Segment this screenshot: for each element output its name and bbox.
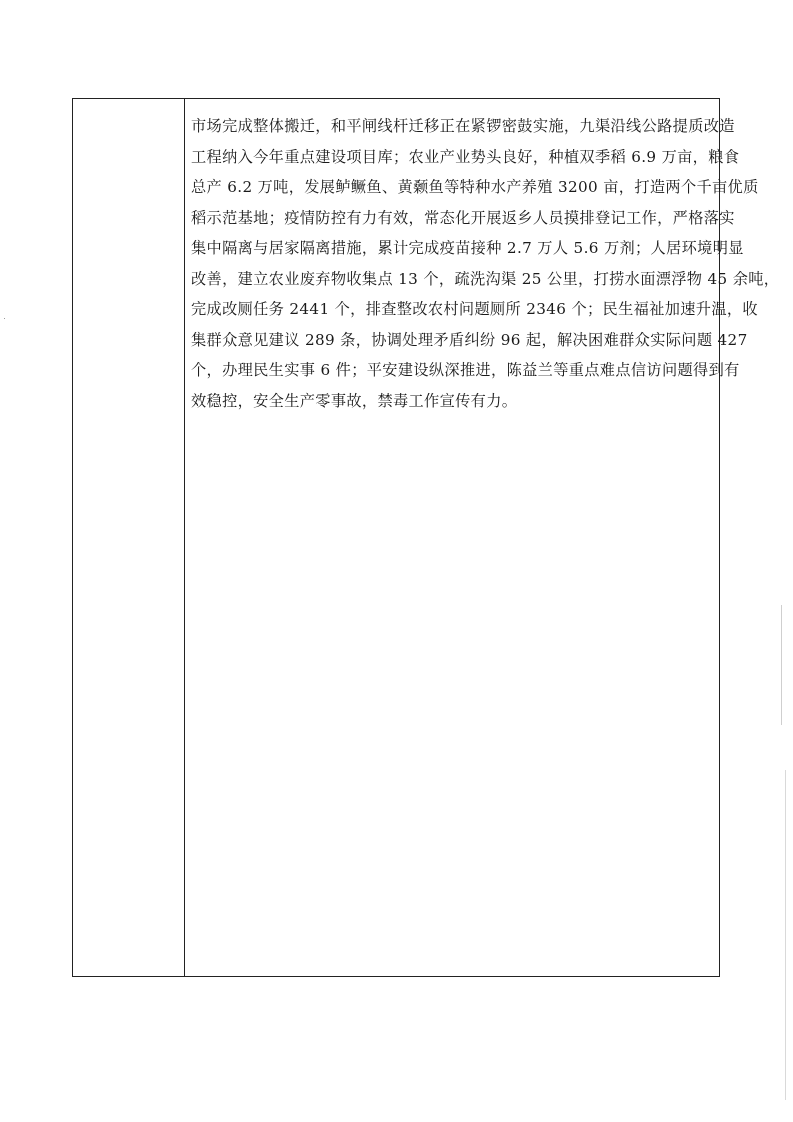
scan-artifact bbox=[781, 605, 782, 725]
content-cell bbox=[185, 99, 780, 976]
body-text-line: 稻示范基地；疫情防控有力有效，常态化开展返乡人员摸排登记工作，严格落实 bbox=[191, 208, 735, 227]
form-table bbox=[72, 98, 780, 977]
body-text-line: 市场完成整体搬迁，和平闸线杆迁移正在紧锣密鼓实施，九渠沿线公路提质改造 bbox=[191, 117, 735, 135]
body-text-line: 集中隔离与居家隔离措施，累计完成疫苗接种 2.7 万人 5.6 万剂；人居环境明显 bbox=[191, 239, 744, 257]
body-text-line: 完成改厕任务 2441 个，排查整改农村问题厕所 2346 个；民生福祉加速升温，收 bbox=[191, 300, 758, 318]
body-text-line: 集群众意见建议 289 条，协调处理矛盾纠纷 96 起，解决困难群众实际问题 427 bbox=[191, 330, 748, 349]
body-text-line: 效稳控，安全生产零事故，禁毒工作宣传有力。 bbox=[191, 391, 518, 410]
body-text-line: 改善，建立农业废弃物收集点 13 个，疏洗沟渠 25 公里，打捞水面漂浮物 45 余吨， bbox=[191, 269, 780, 288]
scan-artifact bbox=[785, 770, 786, 1100]
body-text-line: 工程纳入今年重点建设项目库；农业产业势头良好，种植双季稻 6.9 万亩，粮食 bbox=[191, 147, 740, 166]
scan-artifact bbox=[4, 318, 5, 319]
label-column bbox=[73, 99, 185, 976]
body-text-line: 个，办理民生实事 6 件；平安建设纵深推进，陈益兰等重点难点信访问题得到有 bbox=[191, 361, 740, 379]
body-text-line: 总产 6.2 万吨，发展鲈鳜鱼、黄颡鱼等特种水产养殖 3200 亩，打造两个千亩优质 bbox=[191, 178, 759, 196]
